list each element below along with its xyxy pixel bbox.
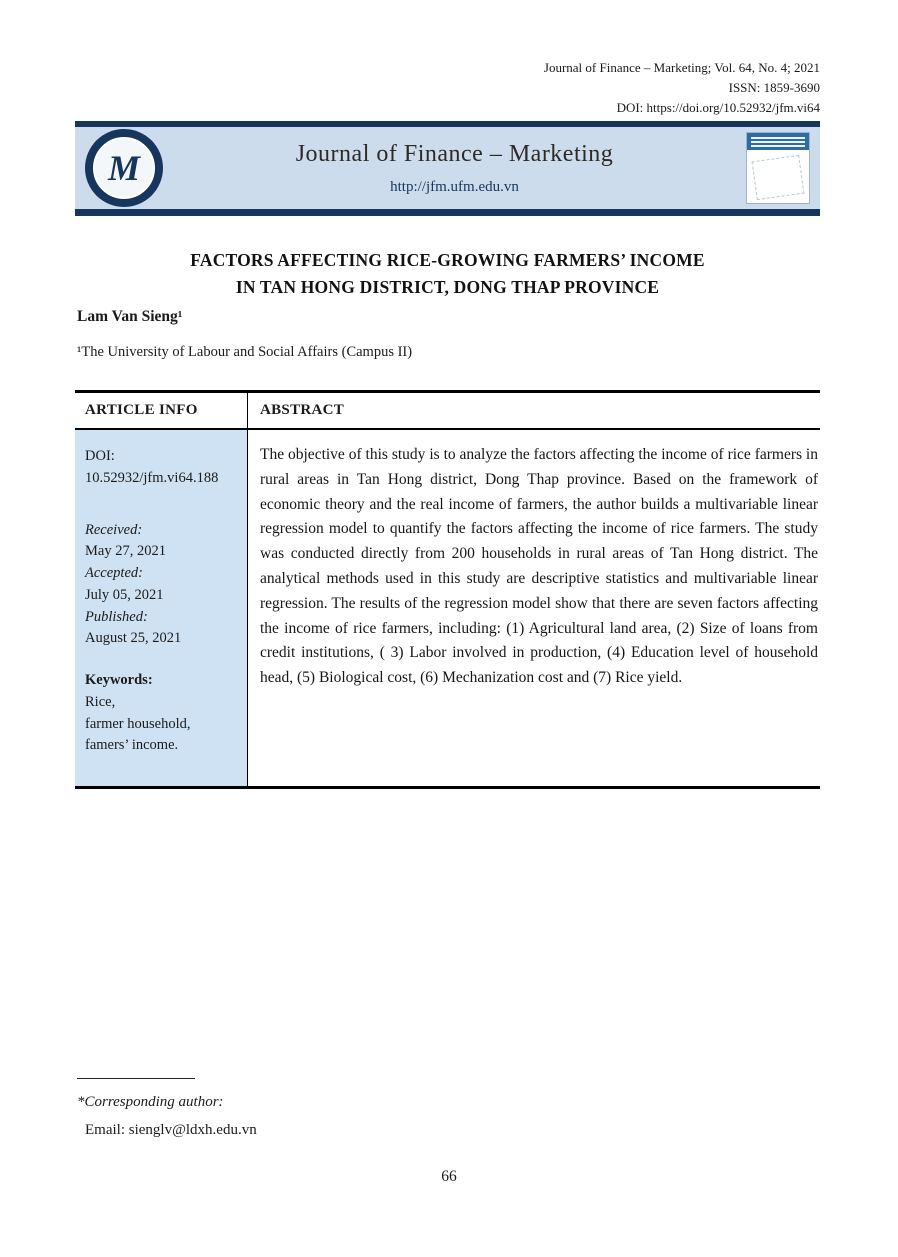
page-number: 66 bbox=[441, 1168, 457, 1185]
journal-title: Journal of Finance – Marketing bbox=[295, 140, 614, 167]
article-title bbox=[75, 247, 820, 301]
abstract-header: ABSTRACT bbox=[247, 393, 820, 430]
footnote-rule bbox=[77, 1078, 195, 1079]
masthead bbox=[544, 58, 820, 118]
masthead-doi-link[interactable]: DOI: https://doi.org/10.52932/jfm.vi64 bbox=[616, 100, 820, 116]
accepted-date: July 05, 2021 bbox=[85, 586, 164, 603]
author-name: Lam Van Sieng¹ bbox=[77, 308, 183, 325]
accreditation-stamp-icon bbox=[746, 132, 810, 204]
masthead-issn: ISSN: 1859-3690 bbox=[728, 80, 820, 96]
ufm-logo-letter: M bbox=[107, 148, 140, 188]
journal-url-link[interactable]: http://jfm.ufm.edu.vn bbox=[390, 178, 519, 195]
author-affiliation: ¹The University of Labour and Social Affairs (Campus II) bbox=[77, 344, 413, 360]
doi-value[interactable]: 10.52932/jfm.vi64.188 bbox=[85, 469, 219, 486]
ufm-logo-inner-ring bbox=[93, 137, 155, 199]
ufm-circular-logo-icon bbox=[85, 129, 163, 207]
masthead-journal-line: Journal of Finance – Marketing; Vol. 64, No. 4; 2021 bbox=[543, 60, 820, 75]
abstract-column bbox=[247, 430, 820, 786]
published-date: August 25, 2021 bbox=[85, 630, 182, 647]
keyword-item: Rice, bbox=[85, 693, 116, 710]
banner-body bbox=[75, 127, 820, 209]
doi-label: DOI: bbox=[85, 448, 115, 464]
article-title-line2: IN TAN HONG DISTRICT, DONG THAP PROVINCE bbox=[235, 277, 660, 298]
keyword-item: farmer household, bbox=[85, 715, 191, 732]
received-date: May 27, 2021 bbox=[85, 543, 166, 560]
article-info-column bbox=[75, 430, 247, 786]
journal-banner bbox=[75, 121, 820, 216]
article-title-line1: FACTORS AFFECTING RICE-GROWING FARMERS’ INCOME bbox=[190, 250, 705, 270]
banner-center bbox=[163, 141, 746, 196]
corresponding-email-link[interactable]: Email: sienglv@ldxh.edu.vn bbox=[85, 1122, 257, 1138]
banner-bottom-rule bbox=[75, 209, 820, 216]
published-label: Published: bbox=[85, 608, 148, 625]
received-label: Received: bbox=[85, 521, 143, 538]
article-info-header: ARTICLE INFO bbox=[75, 393, 247, 430]
corresponding-author-note: *Corresponding author: bbox=[77, 1094, 224, 1110]
article-info-table bbox=[75, 390, 820, 789]
keywords-label: Keywords: bbox=[85, 672, 153, 688]
abstract-text: The objective of this study is to analyze the factors affecting the income of rice farmers in rural areas in Tan Hong district, Dong Thap province. Based on the framework of economic theory and the real income of farmers, the author builds a multivariable linear regression model to quantify the factors affecting the income of rice farmers. The study was conducted directly from 200 households in rural areas of Tan Hong district. The analytical methods used in this study are descriptive statistics and multivariable linear regression. The results of the regression model show that there are seven factors affecting the income of rice farmers, including: (1) Agricultural land area, (2) Size of loans from credit institutions, ( 3) Labor involved in production, (4) Education level of household head, (5) Biological cost, (6) Mechanization cost and (7) Rice yield. bbox=[260, 446, 818, 687]
accepted-label: Accepted: bbox=[85, 565, 143, 581]
keyword-item: famers’ income. bbox=[85, 737, 179, 754]
stamp-sketch bbox=[752, 155, 805, 200]
stamp-header bbox=[747, 133, 809, 150]
